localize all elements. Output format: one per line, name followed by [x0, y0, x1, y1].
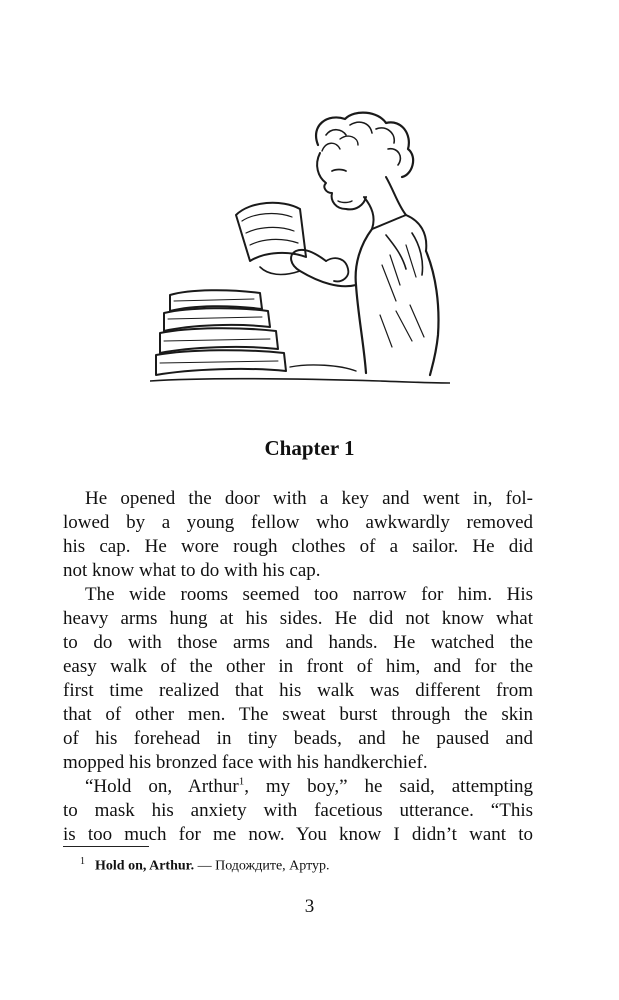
text-line: He opened the door with a key and went in, fol- — [85, 488, 533, 509]
footnote-reference[interactable]: 1 — [238, 775, 245, 788]
text-line: heavy arms hung at his sides. He did not know what — [63, 608, 533, 629]
text-line: of his forehead in tiny beads, and he paused and — [63, 728, 533, 749]
text-line: that of other men. The sweat burst through the skin — [63, 704, 533, 725]
chapter-title: Chapter 1 — [264, 436, 355, 460]
chapter-body — [63, 487, 533, 847]
footnote-term: Hold on, Arthur. — [95, 858, 195, 874]
dialogue-text: “Hold on, Arthur — [85, 776, 239, 797]
text-line: his cap. He wore rough clothes of a sailor. He did — [63, 536, 533, 557]
text-line: not know what to do with his cap. — [63, 560, 321, 581]
dialogue-text: , my boy,” he said, attempting — [244, 776, 533, 797]
text-line: The wide rooms seemed too narrow for him. His — [85, 584, 533, 605]
footnote-marker: 1 — [80, 856, 85, 867]
footnote-translation: — Подождите, Артур. — [197, 858, 330, 874]
text-line: first time realized that his walk was different from — [63, 680, 533, 701]
text-line: easy walk of the other in front of him, and for the — [63, 656, 533, 677]
text-line: to do with those arms and hands. He watched the — [63, 632, 533, 653]
dialogue-line: is too much for me now. You know I didn’t want to — [63, 824, 533, 845]
text-line: mopped his bronzed face with his handkerchief. — [63, 752, 428, 773]
dialogue-line — [63, 775, 533, 799]
footnote-divider — [63, 846, 149, 847]
chapter-illustration — [150, 105, 450, 390]
dialogue-line: to mask his anxiety with facetious utterance. “This — [63, 800, 533, 821]
page-number: 3 — [304, 896, 315, 917]
footnote — [80, 856, 330, 875]
text-line: lowed by a young fellow who awkwardly removed — [63, 512, 533, 533]
